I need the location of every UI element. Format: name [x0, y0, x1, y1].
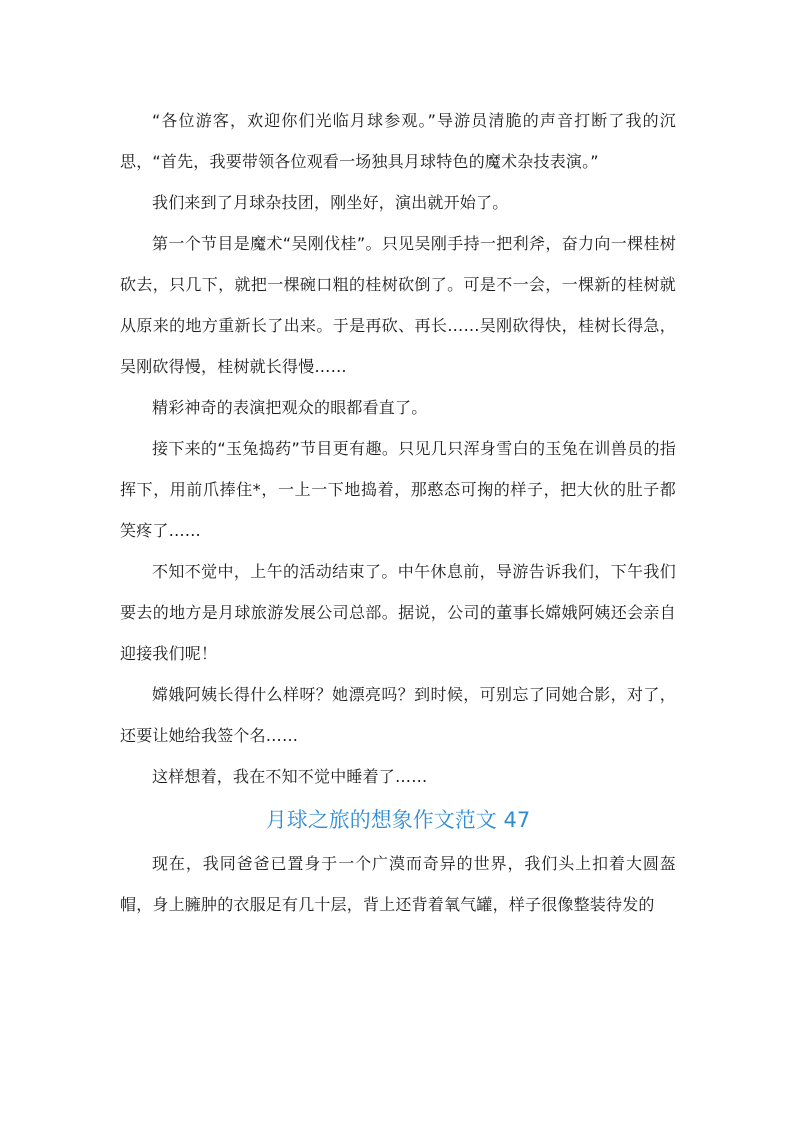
paragraph-3: 第一个节目是魔术“吴刚伐桂”。只见吴刚手持一把利斧，奋力向一棵桂树砍去，只几下，就把一棵碗口粗的桂树砍倒了。可是不一会，一棵新的桂树就从原来的地方重新长了出来。于是再砍、再长……吴刚砍得快，桂树长得急，吴刚砍得慢，桂树就长得慢…… [120, 234, 676, 376]
section-heading: 月球之旅的想象作文范文 47 [265, 808, 531, 832]
paragraph-9: 现在，我同爸爸已置身于一个广漠而奇异的世界，我们头上扣着大圆盔帽，身上臃肿的衣服足有几十层，背上还背着氧气罐，样子很像整装待发的 [120, 854, 676, 914]
paragraph-8: 这样想着，我在不知不觉中睡着了…… [152, 767, 428, 786]
paragraph-7: 嫦娥阿姨长得什么样呀？她漂亮吗？到时候，可别忘了同她合影，对了，还要让她给我签个名…… [120, 685, 676, 745]
paragraph-6: 不知不觉中，上午的活动结束了。中午休息前，导游告诉我们，下午我们要去的地方是月球旅游发展公司总部。据说，公司的董事长嫦娥阿姨还会亲自迎接我们呢！ [120, 562, 676, 663]
paragraph-2: 我们来到了月球杂技团，刚坐好，演出就开始了。 [152, 193, 509, 212]
paragraph-4: 精彩神奇的表演把观众的眼都看直了。 [152, 398, 428, 417]
paragraph-5: 接下来的“玉兔捣药”节目更有趣。只见几只浑身雪白的玉兔在训兽员的指挥下，用前爪捧住*，一上一下地捣着，那憨态可掬的样子，把大伙的肚子都笑疼了…… [120, 439, 676, 540]
paragraph-1: “各位游客，欢迎你们光临月球参观。”导游员清脆的声音打断了我的沉思，“首先，我要带领各位观看一场独具月球特色的魔术杂技表演。” [120, 111, 676, 171]
document-page [120, 100, 676, 925]
